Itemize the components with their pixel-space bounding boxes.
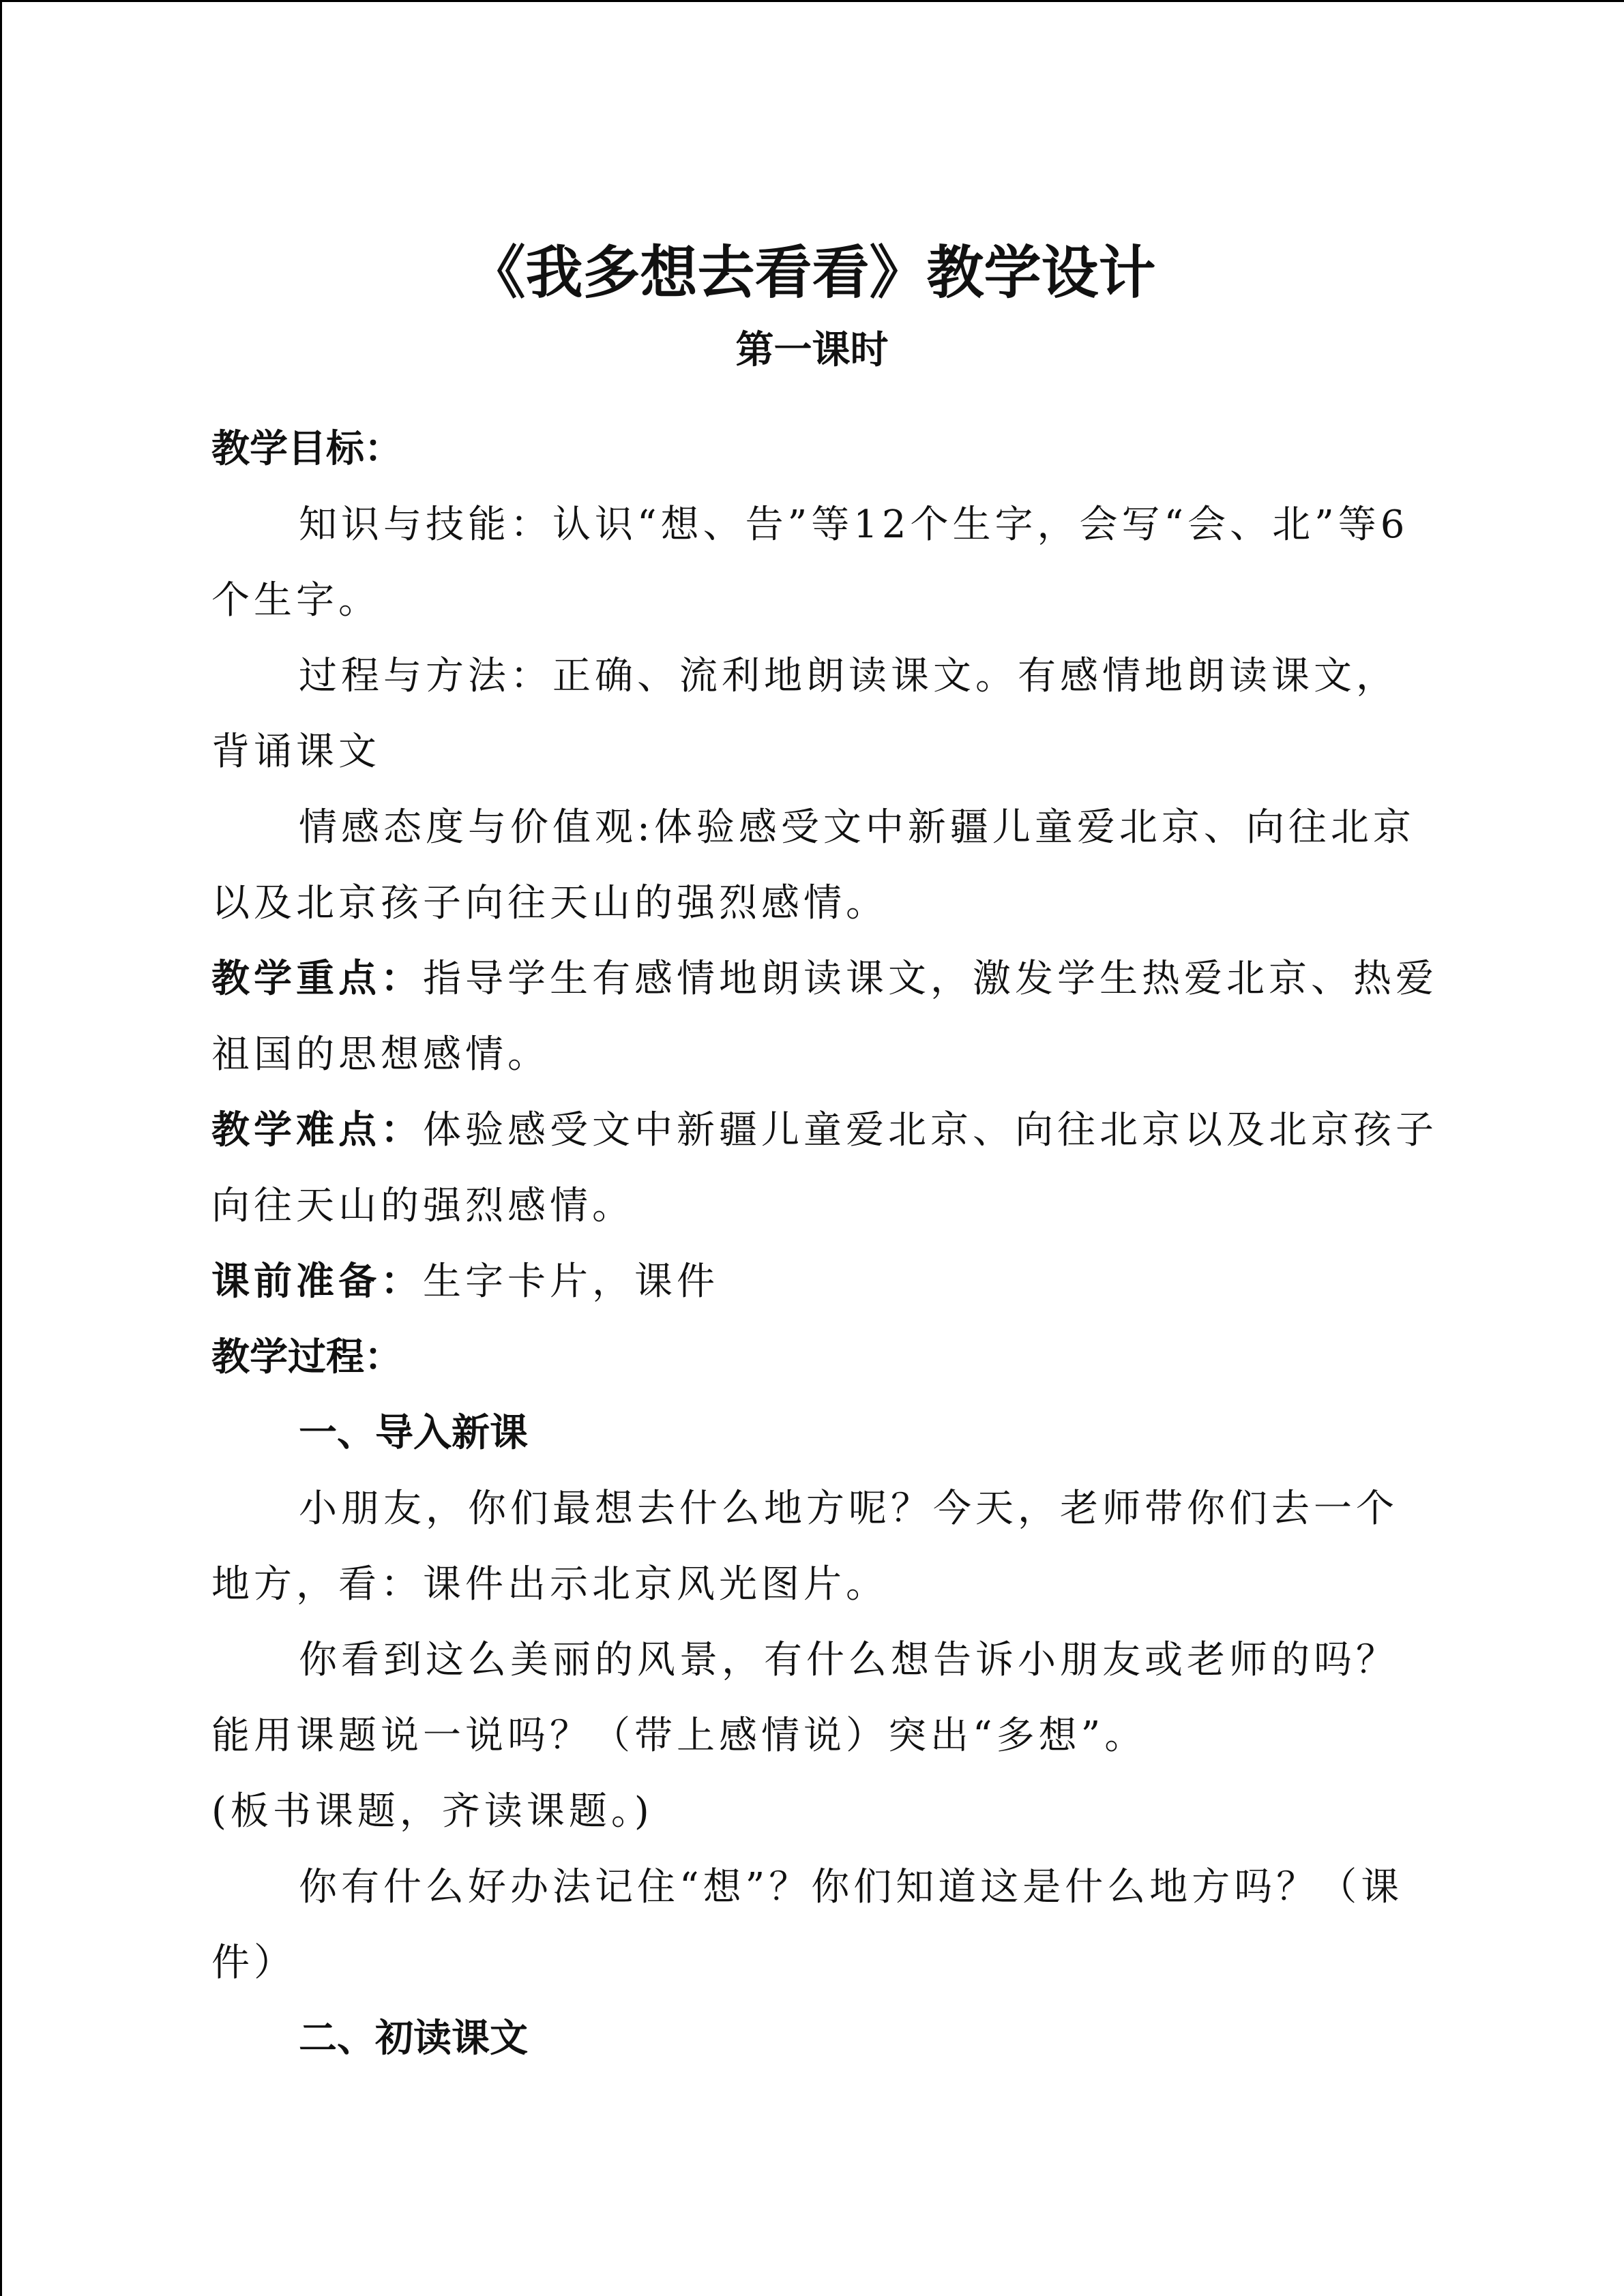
paragraph-memory: 你有什么好办法记住“想”？你们知道这是什么地方吗？（课件）: [211, 1865, 1404, 1985]
difficulty-label: 教学难点：: [211, 1107, 423, 1152]
objectives-heading: 教学目标：: [211, 426, 402, 471]
preparation: [211, 1244, 1439, 1320]
lesson-period: 第一课时: [735, 327, 889, 372]
key-point: [211, 941, 1439, 1092]
section-heading-1: 一、导入新课: [299, 1410, 528, 1455]
preparation-label: 课前准备：: [211, 1259, 423, 1304]
objective-emotion: 情感态度与价值观:体验感受文中新疆儿童爱北京、向往北京以及北京孩子向往天山的强烈感情。: [211, 805, 1415, 925]
paragraph-intro: 小朋友，你们最想去什么地方呢？今天，老师带你们去一个地方，看：课件出示北京风光图片。: [211, 1487, 1398, 1607]
document-body: [211, 411, 1439, 2076]
process-heading: 教学过程：: [211, 1335, 402, 1380]
paragraph-question: 你看到这么美丽的风景，有什么想告诉小朋友或老师的吗？能用课题说一说吗？（带上感情说）突出“多想”。: [211, 1638, 1398, 1758]
objective-knowledge: 知识与技能：认识“想、告”等12个生字，会写“会、北”等6个生字。: [211, 503, 1409, 623]
document-title: 《我多想去看看》教学设计: [468, 239, 1156, 306]
key-point-text: 指导学生有感情地朗读课文，激发学生热爱北京、热爱祖国的思想感情。: [211, 957, 1438, 1077]
objective-process: 过程与方法：正确、流利地朗读课文。有感情地朗读课文，背诵课文: [211, 654, 1398, 774]
difficulty-text: 体验感受文中新疆儿童爱北京、向往北京以及北京孩子向往天山的强烈感情。: [211, 1108, 1438, 1228]
section-heading-2: 二、初读课文: [299, 2016, 528, 2061]
page-border-top: [0, 0, 1624, 2]
difficulty: [211, 1092, 1439, 1244]
key-point-label: 教学重点：: [211, 956, 423, 1001]
preparation-text: 生字卡片，课件: [423, 1259, 719, 1304]
paragraph-board-note: (板书课题，齐读课题。): [211, 1789, 653, 1834]
